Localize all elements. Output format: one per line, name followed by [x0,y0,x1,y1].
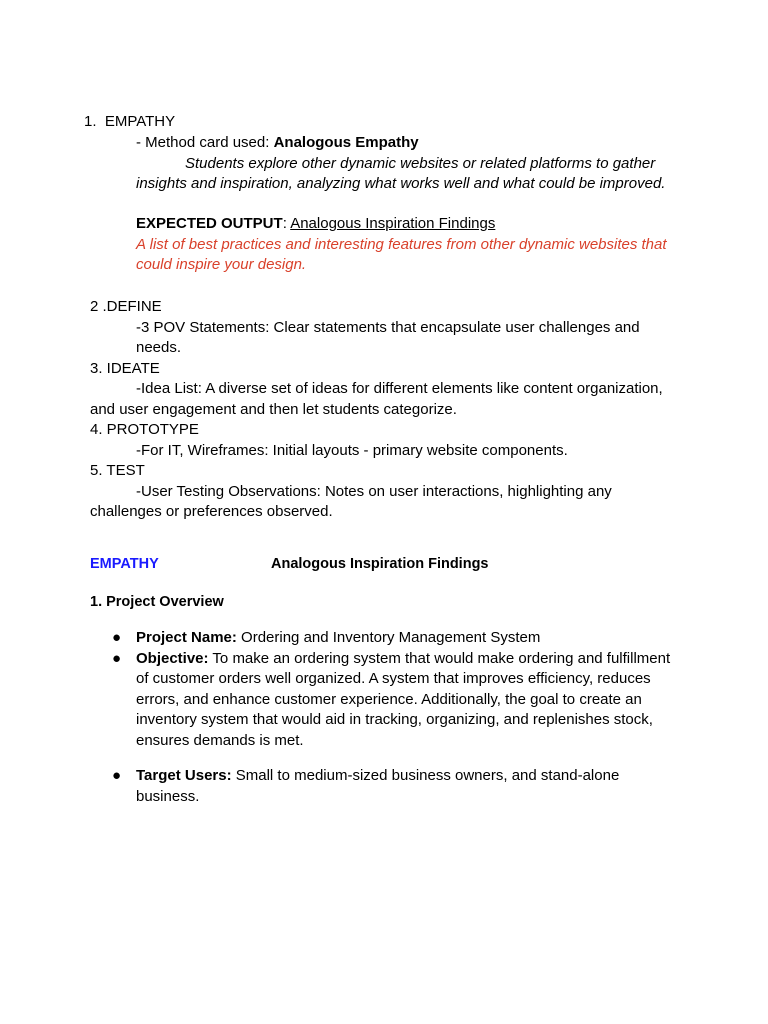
bullet-icon: ● [112,649,122,667]
project-name-value: Ordering and Inventory Management System [236,629,541,646]
step-define-title: 2 .DEFINE [90,298,162,315]
objective-label: Objective: [136,649,209,667]
step-ideate-detail-line2: and user engagement and then let students categorize. [90,400,457,418]
step-ideate-title: 3. IDEATE [90,359,160,377]
expected-output-line: EXPECTED OUTPUT: Analogous Inspiration Findings [136,215,496,232]
expected-output-label: EXPECTED OUTPUT [136,215,283,232]
list-item-objective: ● Objective: To make an ordering system that would make ordering and fulfillment of customer orders well organized. A system that improves efficiency, reduces errors, and enhance customer experience. Additionally, the goal to create an inventory system that would aid in tracking, organizing, and replenishes stock, ensures demands is met. [112,649,671,749]
expected-output-note-line2: could inspire your design. [136,256,307,273]
method-card-name: Analogous Empathy [273,134,419,151]
list-item-target-users: ● Target Users: Small to medium-sized business owners, and stand-alone business. [112,767,620,805]
project-name-label: Project Name: [136,629,237,646]
step-empathy [84,112,674,133]
bullet-icon: ● [112,767,122,784]
expected-output-block [136,214,696,276]
method-description-line2: insights and inspiration, analyzing what works well and what could be improved. [136,175,666,192]
empathy-method-block [136,133,696,195]
step-empathy-number: 1. [84,113,97,130]
expected-output-note-line1: A list of best practices and interesting features from other dynamic websites that [136,235,667,253]
steps-list [90,297,690,523]
step-test-title: 5. TEST [90,462,145,479]
step-define-detail-line2: needs. [136,339,182,356]
step-test-detail-line2: challenges or preferences observed. [90,503,333,520]
target-users-label: Target Users: [136,767,232,784]
findings-header [90,554,680,575]
expected-output-value: Analogous Inspiration Findings [290,215,496,232]
step-define-detail-line1: -3 POV Statements: Clear statements that encapsulate user challenges and [136,318,640,336]
bullet-icon: ● [112,629,122,646]
findings-phase-label: EMPATHY [90,556,159,572]
method-description-line1: Students explore other dynamic websites or related platforms to gather [185,154,656,172]
step-ideate-detail-line1: -Idea List: A diverse set of ideas for different elements like content organization, [136,380,663,397]
step-empathy-heading [84,112,674,133]
step-empathy-title: EMPATHY [104,113,176,130]
list-item-project-name [90,628,690,649]
project-overview-list [90,628,690,807]
findings-title: Analogous Inspiration Findings [271,556,489,572]
project-overview-heading: 1. Project Overview [90,594,224,610]
step-test-detail-line1: -User Testing Observations: Notes on user interactions, highlighting any [136,482,612,500]
method-card-line: - Method card used: Analogous Empathy [136,134,419,151]
step-prototype-title: 4. PROTOTYPE [90,421,199,438]
step-prototype-detail-line1: -For IT, Wireframes: Initial layouts - primary website components. [136,441,568,459]
